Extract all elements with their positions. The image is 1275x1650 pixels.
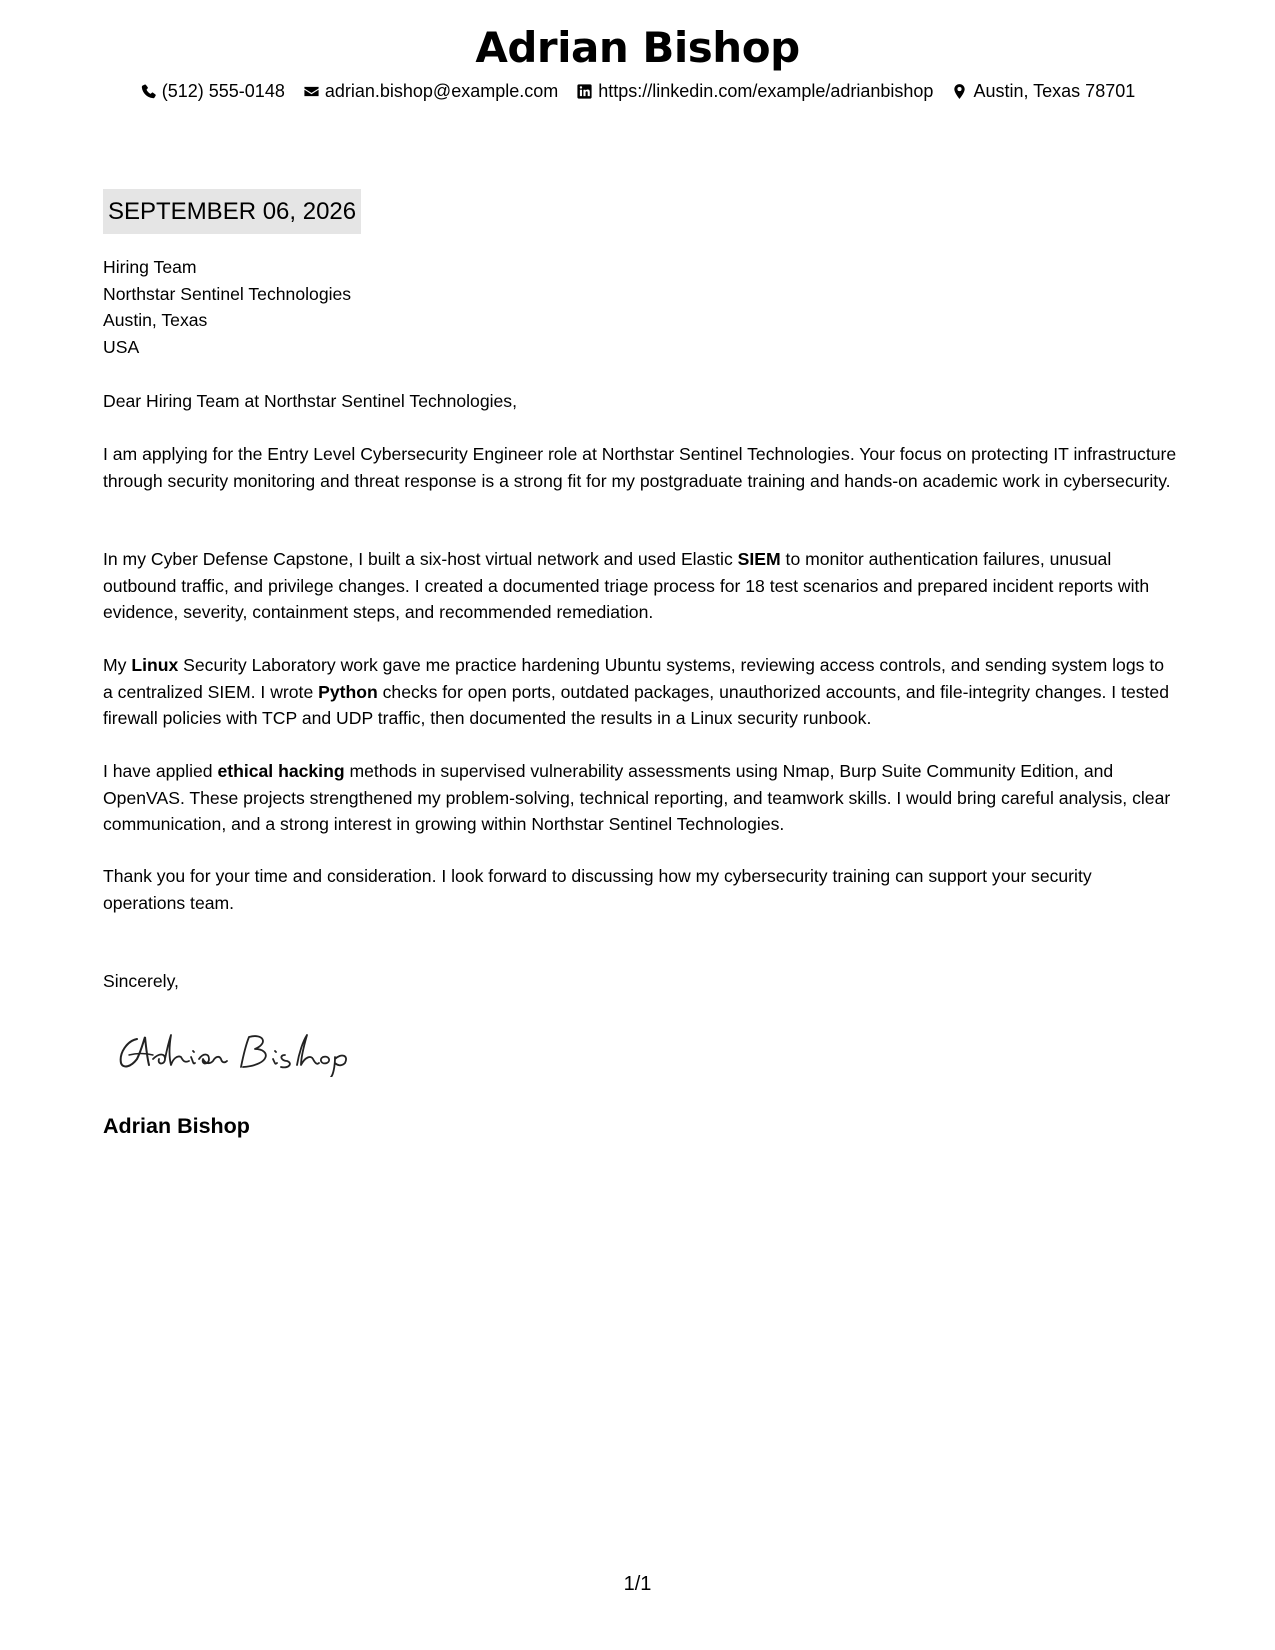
recipient-line: USA (103, 336, 140, 357)
recipient-block (103, 254, 1178, 360)
phone-icon (140, 83, 157, 100)
letter-date: SEPTEMBER 06, 2026 (103, 189, 361, 234)
map-marker-icon (951, 83, 968, 100)
salutation: Dear Hiring Team at Northstar Sentinel Technologies, (103, 391, 517, 411)
contact-email[interactable] (303, 78, 558, 104)
location-text: Austin, Texas 78701 (973, 81, 1136, 101)
contact-info-bar (0, 78, 1275, 104)
paragraph-text: checks for open ports, outdated packages, unauthorized accounts, and file-integrity changes. I tested firewall policies with TCP and UDP traffic, then documented the results in a Linux security runbook. (103, 681, 1169, 728)
contact-location (951, 78, 1135, 104)
paragraph-text: I have applied (103, 761, 218, 781)
closing-phrase: Sincerely, (103, 971, 179, 991)
recipient-line: Hiring Team (103, 257, 197, 277)
signer-name: Adrian Bishop (103, 1114, 250, 1138)
paragraph-linux-lab (103, 652, 1178, 732)
paragraph-text: My (103, 655, 132, 675)
keyword-ethical-hacking: ethical hacking (217, 761, 345, 781)
keyword-python: Python (318, 681, 378, 702)
email-address: adrian.bishop@example.com (324, 81, 559, 101)
paragraph-closing: Thank you for your time and consideration. I look forward to discussing how my cybersecurity training can support your security operations team. (103, 866, 1092, 913)
paragraph-capstone (103, 546, 1178, 626)
envelope-icon (303, 83, 320, 100)
contact-phone (140, 78, 285, 104)
contact-linkedin[interactable] (576, 78, 933, 104)
paragraph-text: methods in supervised vulnerability assessments using Nmap, Burp Suite Community Edition, and OpenVAS. These projects strengthened my problem-solving, technical reporting, and teamwork skills. I would bring careful analysis, clear communication, and a strong interest in growing within Northstar Sentinel Technologies. (103, 761, 1171, 834)
keyword-siem: SIEM (737, 549, 781, 569)
paragraph-text: In my Cyber Defense Capstone, I built a six-host virtual network and used Elastic (103, 549, 738, 569)
paragraph-ethical-hacking (103, 758, 1178, 838)
recipient-line: Northstar Sentinel Technologies (103, 283, 352, 304)
linkedin-url: https://linkedin.com/example/adrianbishop (598, 81, 934, 101)
paragraph-text: to monitor authentication failures, unusual outbound traffic, and privilege changes. I created a documented triage process for 18 test scenarios and prepared incident reports with evidence, severity, containment steps, and recommended remediation. (103, 549, 1150, 622)
handwritten-signature (113, 1025, 353, 1077)
paragraph-text: Security Laboratory work gave me practice hardening Ubuntu systems, reviewing access controls, and sending system logs to a centralized SIEM. I wrote (103, 655, 1164, 702)
keyword-linux: Linux (131, 655, 179, 675)
recipient-line: Austin, Texas (103, 310, 208, 330)
linkedin-icon (576, 83, 593, 100)
phone-number: (512) 555-0148 (161, 81, 285, 101)
page-number: 1/1 (623, 1573, 652, 1595)
applicant-name: Adrian Bishop (475, 23, 800, 72)
paragraph-intro: I am applying for the Entry Level Cybersecurity Engineer role at Northstar Sentinel Technologies. Your focus on protecting IT infrastructure through security monitoring and threat response is a strong fit for my postgraduate training and hands-on academic work in cybersecurity. (103, 444, 1177, 491)
